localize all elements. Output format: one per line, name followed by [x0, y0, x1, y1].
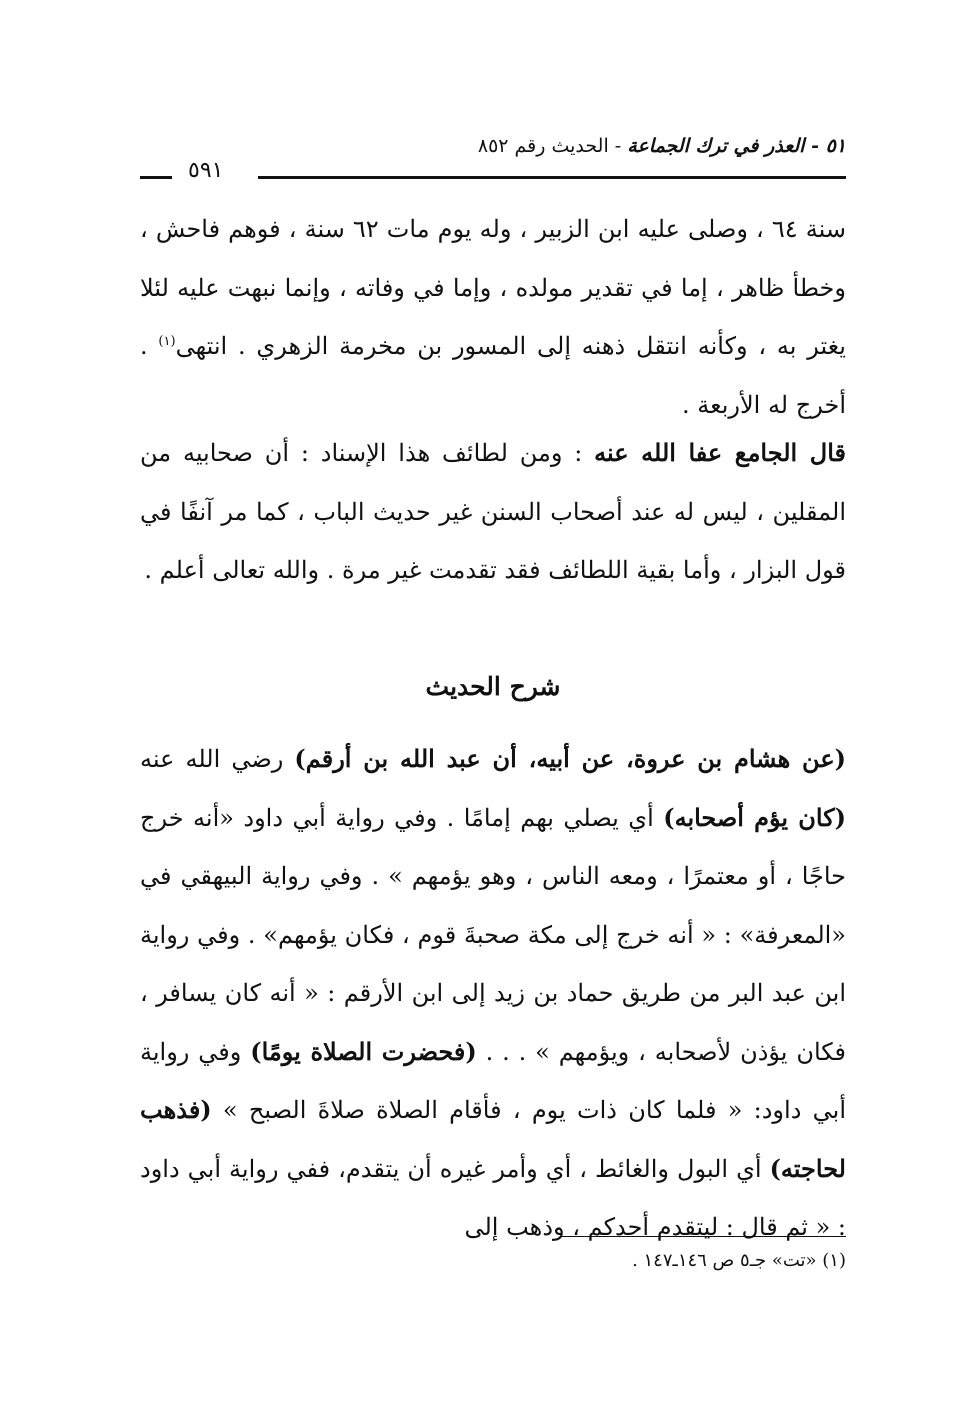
paragraph-tail: . أخرج له الأربعة . — [140, 332, 846, 419]
hadith-reference: الحديث رقم ٨٥٢ — [477, 135, 609, 157]
page-number-dash — [140, 176, 172, 179]
header-separator: - — [614, 135, 622, 157]
header-rule — [258, 176, 846, 179]
footnote-marker: (١) — [158, 334, 176, 349]
chapter-title: ٥١ - العذر في ترك الجماعة — [627, 135, 846, 157]
paragraph-commentary — [140, 730, 846, 1257]
compiler-lead: قال الجامع عفا الله عنه — [594, 438, 846, 467]
paragraph-compiler-note — [140, 424, 846, 600]
hadith-quote: (فذهب لحاجته) — [140, 1095, 846, 1183]
hadith-quote: (عن هشام بن عروة، عن أبيه، أن عبد الله بن أرقم) — [294, 744, 846, 773]
commentary-text: رضي الله عنه — [140, 745, 295, 773]
hadith-quote: (كان يؤم أصحابه) — [663, 802, 847, 832]
paragraph-text: : ومن لطائف هذا الإسناد : أن صحابيه من المقلين ، ليس له عند أصحاب السنن غير حديث الباب ، كما مر آنفًا في قول البزار ، وأما بقية اللطائف فقد تقدمت غير مرة . والله تعالى أعلم . — [140, 439, 846, 584]
commentary-text: وفي رواية أبي داود: « فلما كان ذات يوم ، فأقام الصلاة صلاةَ الصبح » — [140, 1037, 846, 1124]
footnote-rule — [560, 1236, 846, 1237]
hadith-quote: (فحضرت الصلاة يومًا) — [250, 1036, 477, 1066]
section-heading: شرح الحديث — [425, 672, 561, 701]
commentary-text: أي البول والغائط ، أي وأمر غيره أن يتقدم، ففي رواية أبي داود : « ثم قال : ليتقدم أحدكم ، وذهب إلى — [140, 1154, 846, 1241]
page-number: ٥٩١ — [188, 158, 224, 183]
paragraph-biography — [140, 200, 846, 434]
commentary-text: أي يصلي بهم إمامًا . وفي رواية أبي داود «أنه خرج حاجًا ، أو معتمرًا ، ومعه الناس ، وهو يؤمهم » . وفي رواية البيهقي في «المعرفة» : « أنه خرج إلى مكة صحبةَ قوم ، فكان يؤمهم» . وفي رواية ابن عبد البر من طريق حماد بن زيد إلى ابن الأرقم : « أنه كان يسافر ، فكان يؤذن لأصحابه ، ويؤمهم » . . . — [140, 803, 847, 1066]
running-header — [478, 135, 846, 157]
footnote: (١) «تت» جـ٥ ص ١٤٦ـ١٤٧ . — [632, 1250, 846, 1271]
paragraph-text: سنة ٦٤ ، وصلى عليه ابن الزبير ، وله يوم مات ٦٢ سنة ، فوهم فاحش ، وخطأ ظاهر ، إما في تقدير مولده ، وإما في وفاته ، وإنما نبهت عليه لئلا يغتر به ، وكأنه انتقل ذهنه إلى المسور بن مخرمة الزهري . انتهى — [140, 215, 847, 360]
